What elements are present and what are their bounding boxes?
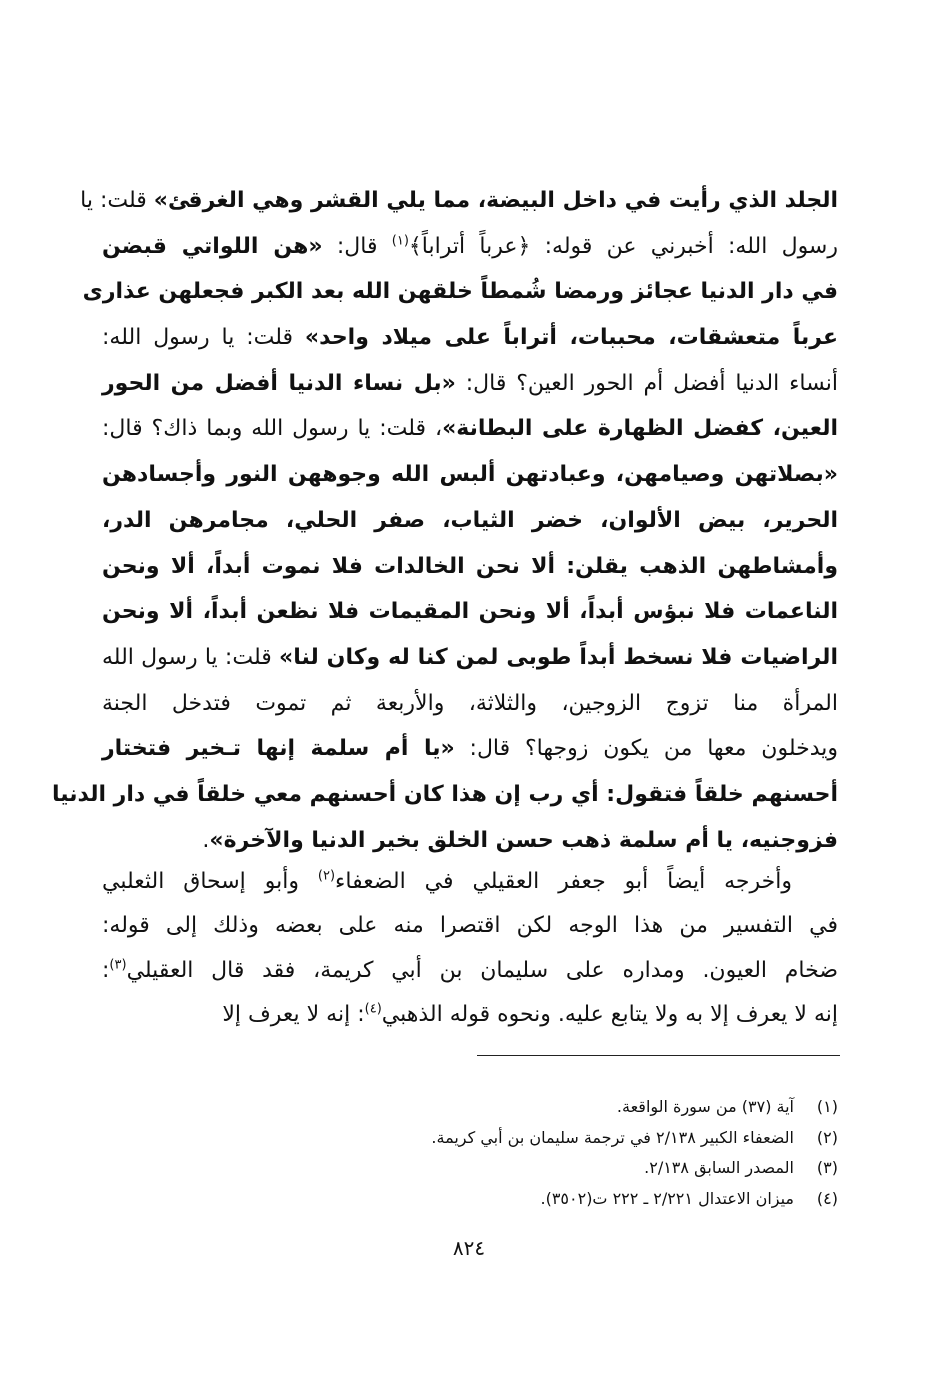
text-segment: : إنه لا يعرف إلا [222,1001,365,1027]
footnote-ref: (١) [391,233,409,249]
text-segment: الناعمات فلا نبؤس أبداً، ألا ونحن المقيمات فلا نظعن أبداً، ألا ونحن [102,599,838,625]
text-line [102,224,838,270]
text-line [102,452,838,498]
footnote-ref: (٢) [317,868,336,884]
text-segment: «بل نساء الدنيا أفضل من الحور [102,370,456,396]
text-line [82,269,838,315]
text-segment: إنه لا يعرف إلا به ولا يتابع عليه. ونحوه قوله الذهبي [381,1001,838,1027]
text-segment: ويدخلون معها من يكون زوجها؟ قال: [454,736,838,762]
footnote-item [102,1153,838,1184]
footnote-text: الضعفاء الكبير ٢/١٣٨ في ترجمة سليمان بن أبي كريمة. [431,1127,794,1147]
footnote-ref: (٤) [364,1001,382,1017]
text-segment: وأمشاطهن الذهب يقلن: ألا نحن الخالدات فلا نموت أبداً، ألا ونحن [102,553,838,579]
footnote-number: (٣) [816,1158,838,1177]
text-segment: الراضيات فلا نسخط أبداً طوبى لمن كنا له وكان لنا» [279,644,838,670]
text-line [102,589,838,635]
text-line [102,635,838,681]
text-line [102,361,838,407]
footnote-item [102,1123,838,1154]
footnote-text: المصدر السابق ٢/١٣٨. [644,1158,794,1177]
text-line [102,406,838,452]
text-line [102,860,838,904]
text-segment: قال: [322,233,392,259]
text-segment: أنساء الدنيا أفضل أم الحور العين؟ قال: [455,370,839,396]
footnote-text: ميزان الاعتدال ٢/٢٢١ ـ ٢٢٢ ت(٣٥٠٢). [540,1188,794,1208]
footnote-ref: (٣) [109,957,127,973]
text-line [102,681,838,727]
text-segment: فزوجنيه، يا أم سلمة ذهب حسن الخلق بخير الدنيا والآخرة» [209,827,838,853]
footnote-item [102,1092,838,1123]
footnote-number: (٢) [816,1127,838,1147]
text-segment: المرأة منا تزوج الزوجين، والثلاثة، والأربعة ثم تموت فتدخل الجنة [102,690,838,716]
second-paragraph [102,860,838,1037]
text-line [102,726,838,772]
footnote-number: (١) [816,1097,838,1116]
text-line [102,993,838,1037]
footnote-separator [477,1055,840,1056]
text-segment: الحرير، بيض الألوان، خضر الثياب، صفر الحلي، مجامرهن الدر، [102,507,838,533]
text-segment: ، قلت: يا رسول الله وبما ذاك؟ قال: [102,416,443,442]
main-paragraph [51,178,839,863]
page-number: ٨٢٤ [452,1236,486,1260]
text-segment: في التفسير من هذا الوجه لكن اقتصرا منه على بعضه وذلك إلى قوله: [102,913,838,939]
text-line [51,772,838,818]
text-segment: قلت: يا رسول الله: [102,325,305,351]
text-segment: ضخام العيون. ومداره على سليمان بن أبي كريمة، فقد قال العقيلي [126,957,838,983]
footnote-text: آية (٣٧) من سورة الواقعة. [616,1097,794,1116]
text-segment: أحسنهم خلقاً فتقول: أي رب إن هذا كان أحسنهم معي خلقاً في دار الدنيا [51,781,838,807]
text-line [102,949,838,993]
text-segment: قلت: يا رسول الله [102,644,280,670]
text-segment: رسول الله: أخبرني عن قوله: ﴿عرباً أتراباً﴾ [408,233,838,259]
text-segment: وأبو إسحاق الثعلبي [102,869,318,894]
text-line [80,178,838,224]
text-segment: وأخرجه أيضاً أبو جعفر العقيلي في الضعفاء [335,869,792,894]
text-segment: «هن اللواتي قبضن [102,233,323,259]
text-segment: العين، كفضل الظهارة على البطانة» [442,416,838,442]
text-segment: «يا أم سلمة إنها تـخير فتختار [102,736,455,762]
text-segment: : [102,957,110,983]
text-segment: . [202,827,210,853]
footnote-number: (٤) [816,1188,838,1208]
text-line [102,315,838,361]
text-line [102,818,838,864]
text-line [102,904,838,948]
text-segment: عرباً متعشقات، محببات، أتراباً على ميلاد واحد» [304,325,838,351]
text-segment: في دار الدنيا عجائز ورمضا شُمطاً خلقهن الله بعد الكبر فجعلهن عذارى [82,279,838,305]
footnotes [102,1092,838,1214]
text-line [102,498,838,544]
footnote-item [102,1184,838,1215]
text-segment: الجلد الذي رأيت في داخل البيضة، مما يلي القشر وهي الغرقئ» [153,188,838,213]
text-segment: قلت: يا [80,188,154,213]
text-line [102,544,838,590]
text-segment: «بصلاتهن وصيامهن، وعبادتهن ألبس الله وجوههن النور وأجسادهن [102,462,838,488]
